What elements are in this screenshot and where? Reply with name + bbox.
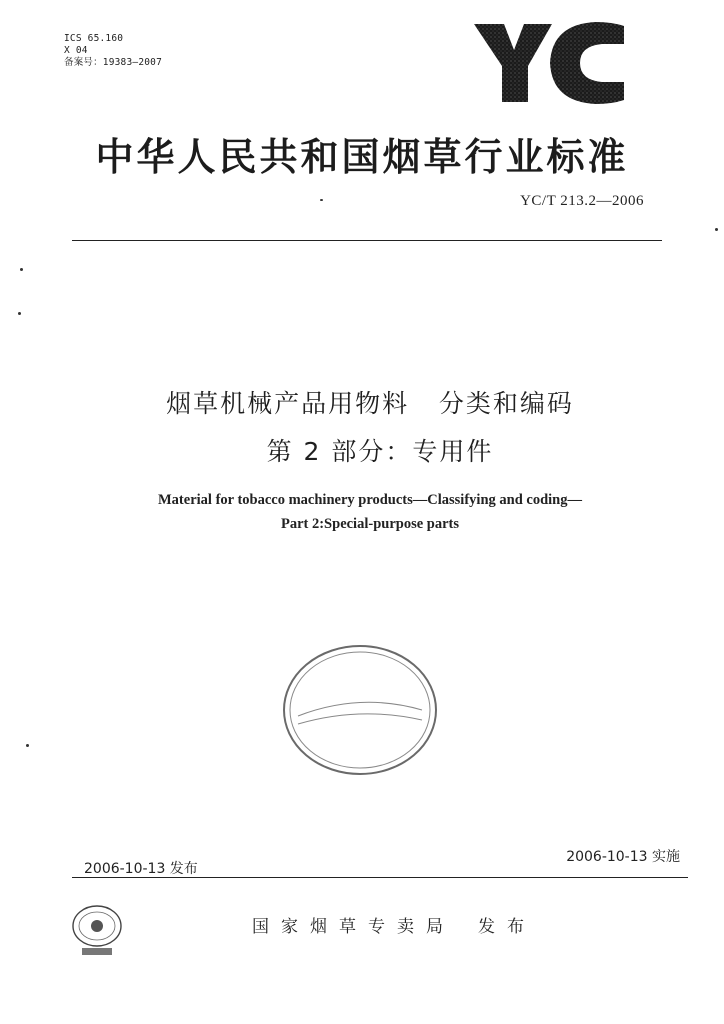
library-stamp [280, 640, 440, 780]
title-chinese-line1: 烟草机械产品用物料 分类和编码 [166, 389, 574, 418]
title-english-line2: Part 2:Special-purpose parts [280, 516, 459, 532]
classification-codes [64, 33, 162, 69]
footer-divider [72, 877, 688, 878]
scan-speck [320, 199, 323, 201]
standard-number: YC/T 213.2—2006 [520, 193, 644, 209]
publish-label: 发布 [478, 917, 536, 937]
ics-code: ICS 65.160 [64, 33, 124, 44]
yc-logo [474, 20, 624, 106]
title-chinese-line2: 第 2 部分：专用件 [266, 437, 494, 466]
scan-speck [18, 312, 21, 315]
title-english-line1: Material for tobacco machinery products—Classifying and coding— [158, 492, 582, 508]
publisher-name: 国家烟草专卖局 [252, 917, 455, 937]
scan-speck [26, 744, 29, 747]
filing-number: 备案号：19383—2007 [64, 57, 162, 68]
issue-date: 2006-10-13 发布 [84, 861, 198, 877]
implementation-date: 2006-10-13 实施 [566, 849, 680, 865]
publisher-seal-icon [62, 900, 132, 960]
scan-speck [715, 228, 718, 231]
header-divider [72, 240, 662, 241]
scan-speck [20, 268, 23, 271]
ccs-code: X 04 [64, 45, 88, 56]
standard-category-title: 中华人民共和国烟草行业标准 [95, 135, 629, 179]
